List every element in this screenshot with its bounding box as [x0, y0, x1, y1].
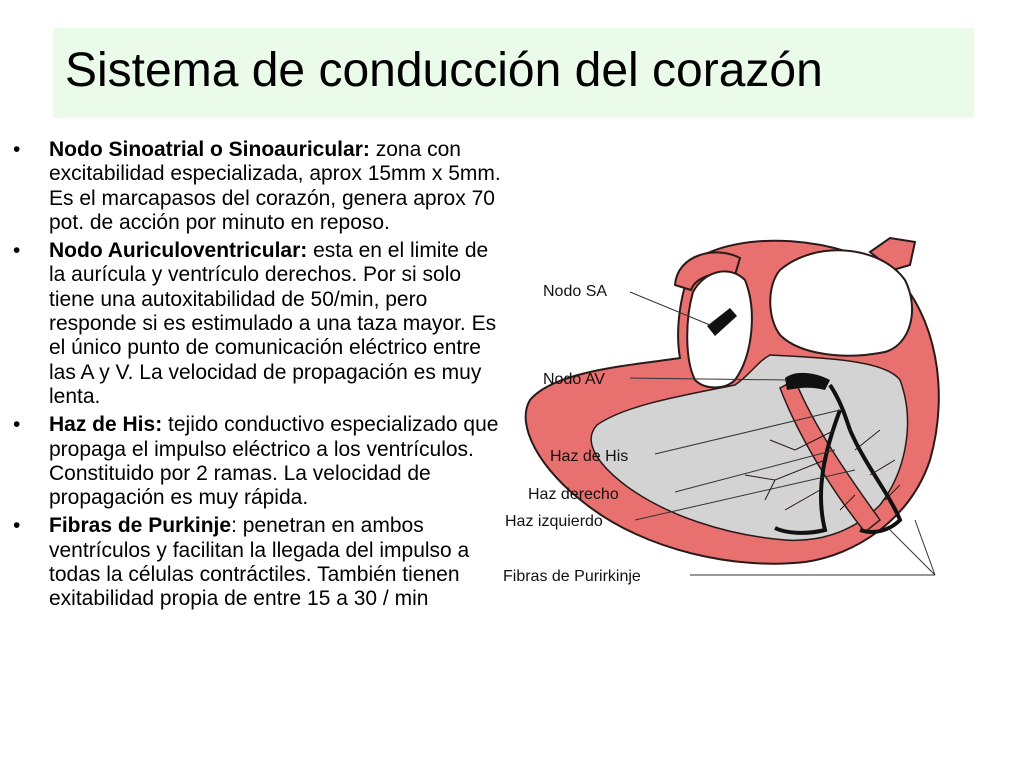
bullet-nodo-av	[0, 239, 510, 409]
bullet-haz-his	[0, 413, 510, 510]
bullet-term: Nodo Auriculoventricular:	[49, 239, 308, 263]
bullet-marker: •	[13, 138, 21, 161]
label-nodo-av: Nodo AV	[543, 371, 605, 388]
bullet-text: tejido conductivo especializado que propaga el impulso eléctrico a los ventrículos. Constituido por 2 ramas. La velocidad de propagación es muy rápida.	[49, 413, 499, 510]
label-haz-izquierdo: Haz izquierdo	[505, 513, 603, 530]
label-haz-derecho: Haz derecho	[528, 486, 619, 503]
bullet-term: Nodo Sinoatrial o Sinoauricular:	[49, 138, 370, 161]
label-nodo-sa: Nodo SA	[543, 283, 608, 300]
heart-diagram	[495, 230, 975, 590]
bullet-term: Fibras de Purkinje	[49, 514, 232, 538]
bullet-purkinje	[0, 514, 510, 611]
leader-purkinje-b	[915, 520, 935, 575]
page-title: Sistema de conducción del corazón	[65, 44, 823, 97]
bullet-text: : penetran en ambos ventrículos y facilitan la llegada del impulso a todas la células contráctiles. También tienen exitabilidad propia de entre 15 a 30 / min	[49, 514, 470, 611]
title-box	[53, 28, 974, 118]
label-haz-his: Haz de His	[550, 448, 629, 465]
bullet-text: zona con excitabilidad especializada, aprox 15mm x 5mm. Es el marcapasos del corazón, genera aprox 70 pot. de acción por minuto en reposo.	[49, 138, 501, 234]
left-atrium	[770, 250, 912, 355]
bullet-marker: •	[13, 413, 21, 437]
leader-purkinje-a	[890, 530, 935, 575]
bullet-marker: •	[13, 239, 21, 263]
bullet-term: Haz de His:	[49, 413, 163, 437]
label-purkinje: Fibras de Purirkinje	[503, 568, 641, 585]
bullet-nodo-sa	[0, 138, 510, 235]
bullet-text: esta en el limite de la aurícula y ventrículo derechos. Por si solo tiene una autoxitabilidad de 50/min, pero responde si es estimulado a una taza mayor. Es el único punto de comunicación eléctrico entre las A y V. La velocidad de propagación es muy lenta.	[49, 239, 497, 408]
bullet-marker: •	[13, 514, 21, 538]
bullet-list	[0, 138, 510, 616]
